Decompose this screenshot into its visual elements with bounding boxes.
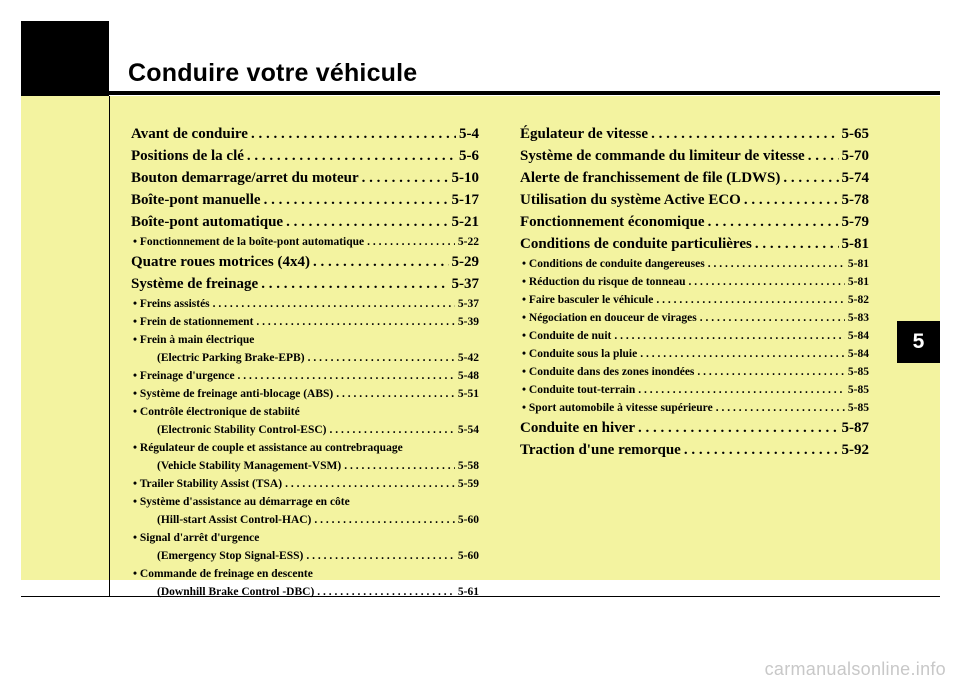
toc-page-number: 5-10 [451, 170, 479, 186]
toc-page-number: 5-87 [841, 420, 869, 436]
toc-entry[interactable] [520, 189, 869, 211]
dot-leader [330, 421, 455, 439]
toc-entry[interactable] [131, 273, 479, 295]
page-title: Conduire votre véhicule [128, 59, 418, 87]
dot-leader [638, 381, 845, 399]
toc-entry[interactable] [520, 381, 869, 399]
toc-entry-subtitle: (Electric Parking Brake-EPB) [157, 352, 305, 364]
toc-entry-label: • Fonctionnement de la boîte-pont automatique [133, 236, 365, 248]
dot-leader [264, 189, 449, 211]
toc-entry-label: Utilisation du système Active ECO [520, 192, 741, 208]
toc-entry[interactable] [520, 399, 869, 417]
toc-page-number: 5-48 [457, 370, 479, 382]
toc-entry[interactable] [520, 211, 869, 233]
toc-page-number: 5-61 [457, 586, 479, 598]
dot-leader [716, 399, 845, 417]
toc-entry-label: • Commande de freinage en descente [133, 568, 313, 580]
toc-page-number: 5-37 [457, 298, 479, 310]
toc-entry-label: Fonctionnement économique [520, 214, 705, 230]
toc-entry[interactable] [131, 211, 479, 233]
toc-page-number: 5-42 [457, 352, 479, 364]
toc-entry-subtitle: (Hill-start Assist Control-HAC) [157, 514, 312, 526]
chapter-tab[interactable]: 5 [897, 321, 940, 363]
toc-page-number: 5-4 [459, 126, 479, 142]
toc-page-number: 5-84 [847, 330, 869, 342]
toc-entry-continuation [131, 457, 479, 475]
toc-entry[interactable] [520, 417, 869, 439]
dot-leader [367, 233, 455, 251]
dot-leader [336, 385, 455, 403]
margin-rule [109, 96, 110, 596]
dot-leader [286, 211, 448, 233]
toc-page-number: 5-79 [841, 214, 869, 230]
toc-entry-label: Quatre roues motrices (4x4) [131, 254, 310, 270]
toc-entry-label: • Trailer Stability Assist (TSA) [133, 478, 283, 490]
toc-entry-continuation [131, 421, 479, 439]
toc-entry-label: • Faire basculer le véhicule [522, 294, 654, 306]
toc-entry[interactable] [131, 493, 479, 529]
dot-leader [313, 251, 449, 273]
toc-entry-label: • Freins assistés [133, 298, 210, 310]
toc-left-column [131, 123, 479, 601]
dot-leader [256, 313, 455, 331]
toc-entry[interactable] [131, 331, 479, 367]
dot-leader [314, 511, 455, 529]
toc-entry-label: • Frein à main électrique [133, 334, 255, 346]
toc-entry-label: Conditions de conduite particulières [520, 236, 752, 252]
toc-page-number: 5-74 [841, 170, 869, 186]
toc-entry[interactable] [131, 167, 479, 189]
toc-page-number: 5-39 [457, 316, 479, 328]
toc-entry[interactable] [131, 145, 479, 167]
dot-leader [213, 295, 455, 313]
dot-leader [708, 255, 845, 273]
toc-entry-label: • Réduction du risque de tonneau [522, 276, 686, 288]
header-black-block [21, 21, 109, 96]
toc-entry[interactable] [131, 295, 479, 313]
toc-page-number: 5-81 [841, 236, 869, 252]
toc-entry[interactable] [520, 345, 869, 363]
toc-entry-label: Positions de la clé [131, 148, 244, 164]
toc-page-number: 5-83 [847, 312, 869, 324]
toc-entry-label: • Conduite sous la pluie [522, 348, 638, 360]
toc-entry[interactable] [131, 385, 479, 403]
toc-entry[interactable] [131, 233, 479, 251]
watermark: carmanualsonline.info [764, 659, 946, 679]
toc-entry-subtitle: (Downhill Brake Control -DBC) [157, 586, 315, 598]
toc-page-number: 5-60 [457, 514, 479, 526]
dot-leader [247, 145, 456, 167]
dot-leader [362, 167, 449, 189]
dot-leader [744, 189, 839, 211]
toc-entry-label: • Signal d'arrêt d'urgence [133, 532, 260, 544]
toc-page-number: 5-6 [459, 148, 479, 164]
toc-page-number: 5-51 [457, 388, 479, 400]
toc-entry-label: • Système d'assistance au démarrage en côte [133, 496, 350, 508]
toc-entry-label: Alerte de franchissement de file (LDWS) [520, 170, 781, 186]
toc-entry-subtitle: (Vehicle Stability Management-VSM) [157, 460, 342, 472]
dot-leader [700, 309, 845, 327]
toc-entry-label: • Négociation en douceur de virages [522, 312, 697, 324]
toc-entry-label: Égulateur de vitesse [520, 126, 649, 142]
toc-entry-label: • Contrôle électronique de stabiité [133, 406, 300, 418]
toc-entry-subtitle: (Emergency Stop Signal-ESS) [157, 550, 304, 562]
toc-page-number: 5-92 [841, 442, 869, 458]
toc-entry-subtitle: (Electronic Stability Control-ESC) [157, 424, 327, 436]
toc-page-number: 5-54 [457, 424, 479, 436]
toc-entry[interactable] [520, 309, 869, 327]
toc-entry[interactable] [131, 251, 479, 273]
toc-entry-label: • Régulateur de couple et assistance au contrebraquage [133, 442, 403, 454]
toc-entry[interactable] [520, 145, 869, 167]
dot-leader [688, 273, 844, 291]
dot-leader [755, 233, 839, 255]
toc-entry-label: Traction d'une remorque [520, 442, 681, 458]
toc-entry-label: Bouton demarrage/arret du moteur [131, 170, 359, 186]
toc-page-number: 5-65 [841, 126, 869, 142]
toc-entry[interactable] [520, 363, 869, 381]
toc-page-number: 5-85 [847, 366, 869, 378]
toc-entry-label: • Système de freinage anti-blocage (ABS) [133, 388, 334, 400]
toc-page-number: 5-78 [841, 192, 869, 208]
toc-entry[interactable] [131, 529, 479, 565]
dot-leader [317, 583, 455, 601]
dot-leader [808, 145, 839, 167]
toc-page-number: 5-84 [847, 348, 869, 360]
dot-leader [651, 123, 838, 145]
toc-entry[interactable] [520, 123, 869, 145]
dot-leader [285, 475, 455, 493]
toc-entry[interactable] [131, 475, 479, 493]
toc-entry-label: • Frein de stationnement [133, 316, 254, 328]
toc-entry[interactable] [131, 313, 479, 331]
toc-entry[interactable] [520, 327, 869, 345]
toc-page-number: 5-81 [847, 258, 869, 270]
toc-entry[interactable] [520, 439, 869, 461]
toc-page-number: 5-17 [451, 192, 479, 208]
toc-entry-label: Conduite en hiver [520, 420, 636, 436]
dot-leader [697, 363, 844, 381]
toc-entry-label: • Sport automobile à vitesse supérieure [522, 402, 713, 414]
toc-page-number: 5-60 [457, 550, 479, 562]
toc-entry-label: Boîte-pont automatique [131, 214, 284, 230]
dot-leader [344, 457, 455, 475]
toc-entry-label: Boîte-pont manuelle [131, 192, 261, 208]
toc-page-number: 5-59 [457, 478, 479, 490]
dot-leader [614, 327, 845, 345]
toc-entry-label: Système de commande du limiteur de vitesse [520, 148, 805, 164]
toc-entry-label: • Conduite tout-terrain [522, 384, 636, 396]
toc-entry[interactable] [131, 565, 479, 601]
dot-leader [251, 123, 456, 145]
toc-entry[interactable] [131, 189, 479, 211]
toc-entry-continuation [131, 583, 479, 601]
title-rule [109, 91, 940, 95]
toc-page-number: 5-85 [847, 402, 869, 414]
toc-entry[interactable] [131, 123, 479, 145]
dot-leader [684, 439, 839, 461]
toc-page-number: 5-70 [841, 148, 869, 164]
toc-page-number: 5-82 [847, 294, 869, 306]
toc-entry-continuation [131, 511, 479, 529]
toc-entry-label: Avant de conduire [131, 126, 248, 142]
toc-page-number: 5-85 [847, 384, 869, 396]
toc-entry[interactable] [520, 167, 869, 189]
toc-entry[interactable] [520, 291, 869, 309]
toc-entry[interactable] [520, 255, 869, 273]
toc-page-number: 5-58 [457, 460, 479, 472]
toc-entry[interactable] [131, 367, 479, 385]
toc-entry-label: • Freinage d'urgence [133, 370, 235, 382]
toc-entry-continuation [131, 547, 479, 565]
toc-entry-label: • Conduite dans des zones inondées [522, 366, 695, 378]
toc-entry[interactable] [131, 403, 479, 439]
toc-entry[interactable] [520, 273, 869, 291]
toc-entry-label: • Conditions de conduite dangereuses [522, 258, 705, 270]
toc-page-number: 5-81 [847, 276, 869, 288]
dot-leader [783, 167, 838, 189]
dot-leader [261, 273, 448, 295]
toc-page-number: 5-21 [451, 214, 479, 230]
toc-entry[interactable] [131, 439, 479, 475]
toc-entry[interactable] [520, 233, 869, 255]
dot-leader [306, 547, 455, 565]
toc-page-number: 5-22 [457, 236, 479, 248]
dot-leader [640, 345, 845, 363]
toc-entry-label: Système de freinage [131, 276, 259, 292]
toc-page-number: 5-37 [451, 276, 479, 292]
toc-page-number: 5-29 [451, 254, 479, 270]
dot-leader [308, 349, 455, 367]
toc-right-column [520, 123, 869, 461]
dot-leader [656, 291, 845, 309]
toc-entry-label: • Conduite de nuit [522, 330, 612, 342]
dot-leader [238, 367, 455, 385]
dot-leader [638, 417, 838, 439]
toc-entry-continuation [131, 349, 479, 367]
dot-leader [708, 211, 839, 233]
